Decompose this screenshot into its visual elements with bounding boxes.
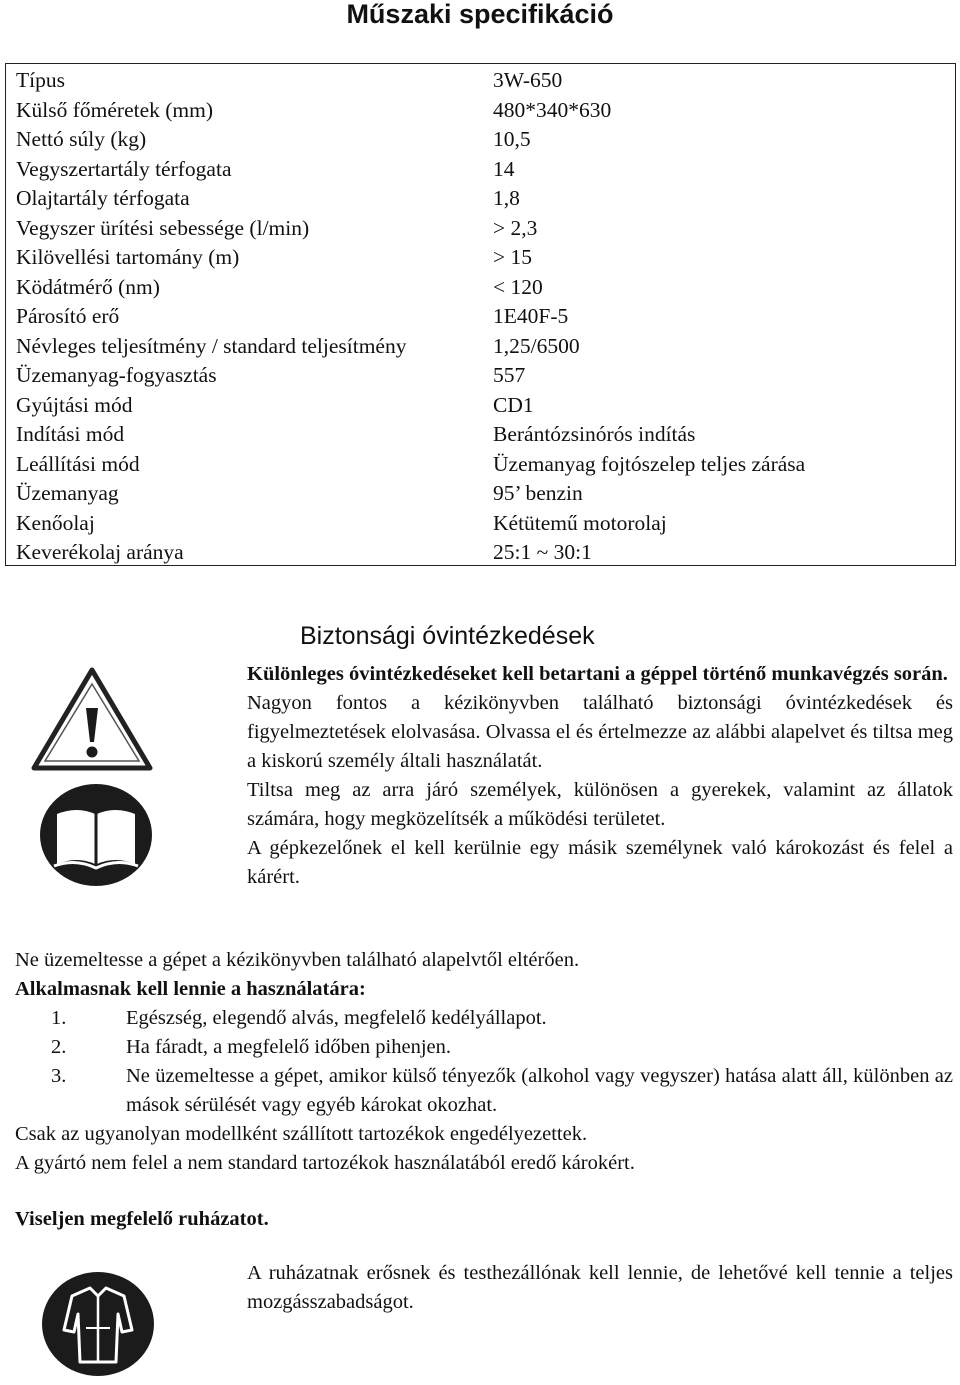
spec-row [6, 155, 955, 185]
spec-value: 480*340*630 [493, 97, 612, 122]
spec-label: Vegyszertartály térfogata [16, 156, 232, 181]
spec-label: Kilövellési tartomány (m) [16, 245, 240, 269]
list-text: Egészség, elegendő alvás, megfelelő kedélyállapot. [126, 1007, 547, 1029]
spec-value: 95’ benzin [493, 481, 583, 505]
accessories-paragraph: Csak az ugyanolyan modellként szállított tartozékok engedélyezettek. [15, 1123, 588, 1145]
spec-value: 557 [493, 363, 526, 387]
spec-value: Kétütemű motorolaj [493, 510, 667, 535]
spec-row [6, 450, 955, 480]
usage-section [15, 946, 953, 1178]
spec-value: 25:1 ~ 30:1 [493, 540, 592, 564]
spec-label: Névleges teljesítmény / standard teljesítmény [16, 333, 407, 358]
list-item [15, 1033, 953, 1062]
safety-text [247, 660, 953, 892]
protective-clothing-icon [40, 1270, 156, 1378]
clothing-text: A ruházatnak erősnek és testhezállónak kell lennie, de lehetővé kell tennie a teljes mozgásszabadságot. [247, 1262, 953, 1313]
liability-paragraph: A gyártó nem felel a nem standard tartozékok használatából eredő károkért. [15, 1152, 635, 1174]
spec-row [6, 96, 955, 126]
spec-label: Üzemanyag [16, 481, 119, 505]
spec-row [6, 479, 955, 509]
spec-row [6, 332, 955, 362]
spec-label: Ködátmérő (nm) [16, 274, 160, 299]
spec-value: Üzemanyag fojtószelep teljes zárása [493, 451, 806, 476]
fitness-heading: Alkalmasnak kell lennie a használatára: [15, 978, 366, 1000]
warning-triangle-icon [28, 664, 156, 774]
spec-label: Olajtartály térfogata [16, 186, 190, 210]
spec-row [6, 361, 955, 391]
spec-row [6, 66, 955, 96]
manual-book-icon [37, 782, 155, 888]
spec-label: Indítási mód [16, 422, 125, 446]
page-title: Műszaki specifikáció [346, 0, 614, 29]
spec-row [6, 243, 955, 273]
spec-label: Párosító erő [16, 304, 120, 328]
spec-row [6, 391, 955, 421]
list-item [15, 1062, 953, 1120]
spec-row [6, 302, 955, 332]
spec-value: Berántózsinórós indítás [493, 422, 696, 446]
spec-label: Gyújtási mód [16, 392, 133, 417]
spec-label: Leállítási mód [16, 451, 140, 476]
spec-value: 1,8 [493, 186, 520, 210]
spec-table [5, 63, 956, 566]
spec-label: Típus [16, 68, 65, 92]
spec-value: > 15 [493, 245, 533, 269]
spec-value: CD1 [493, 392, 534, 417]
safety-paragraph: Nagyon fontos a kézikönyvben található biztonsági óvintézkedések és figyelmeztetések elolvasása. Olvassa el és értelmezze az alábbi alapelvet és tiltsa meg a kiskorú személy általi használatát. [247, 692, 953, 772]
spec-value: 1E40F-5 [493, 304, 569, 328]
clothing-heading: Viseljen megfelelő ruházatot. [15, 1208, 269, 1230]
list-number: 1. [51, 1007, 67, 1029]
list-text: Ne üzemeltesse a gépet, amikor külső tényezők (alkohol vagy vegyszer) hatása alatt áll, különben az mások sérülését vagy egyéb károkat okozhat. [126, 1065, 953, 1116]
spec-row [6, 184, 955, 214]
list-text: Ha fáradt, a megfelelő időben pihenjen. [126, 1036, 452, 1058]
usage-paragraph: Ne üzemeltesse a gépet a kézikönyvben található alapelvtől eltérően. [15, 949, 580, 971]
spec-value: 1,25/6500 [493, 333, 580, 358]
spec-row [6, 214, 955, 244]
spec-row [6, 420, 955, 450]
safety-intro: Különleges óvintézkedéseket kell betartani a géppel történő munkavégzés során. [247, 663, 948, 685]
spec-value: 3W-650 [493, 68, 563, 92]
spec-row [6, 538, 955, 568]
spec-row [6, 509, 955, 539]
safety-title: Biztonsági óvintézkedések [300, 622, 595, 650]
list-number: 2. [51, 1036, 67, 1058]
spec-value: 10,5 [493, 127, 531, 151]
spec-label: Keverékolaj aránya [16, 540, 184, 564]
safety-paragraph: A gépkezelőnek el kell kerülnie egy másik személynek való károkozást és felel a kárért. [247, 837, 953, 888]
safety-paragraph: Tiltsa meg az arra járó személyek, különösen a gyerekek, valamint az állatok számára, hogy megközelítsék a működési területet. [247, 779, 953, 830]
spec-row [6, 125, 955, 155]
spec-label: Kenőolaj [16, 510, 95, 535]
spec-value: < 120 [493, 274, 543, 299]
spec-label: Nettó súly (kg) [16, 127, 147, 151]
spec-value: > 2,3 [493, 215, 538, 240]
spec-value: 14 [493, 156, 515, 181]
list-item [15, 1004, 953, 1033]
spec-label: Külső főméretek (mm) [16, 97, 214, 122]
spec-row [6, 273, 955, 303]
list-number: 3. [51, 1065, 67, 1087]
spec-label: Vegyszer ürítési sebessége (l/min) [16, 215, 310, 240]
spec-label: Üzemanyag-fogyasztás [16, 363, 217, 387]
